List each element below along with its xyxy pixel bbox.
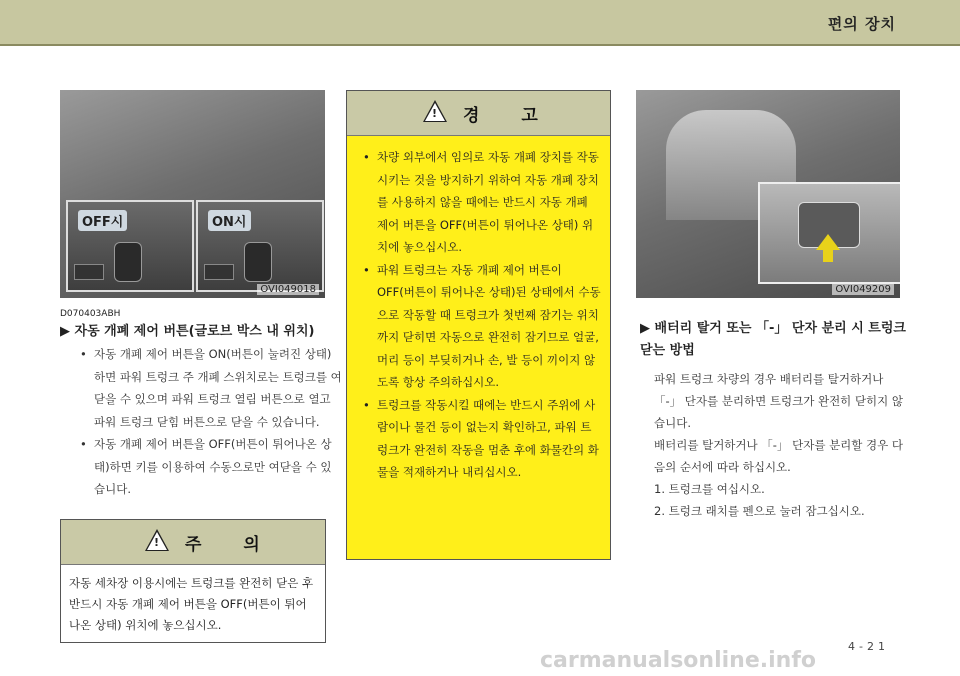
exclamation-icon: ! — [154, 536, 160, 549]
list-item: • 차량 외부에서 임의로 자동 개폐 장치를 작동시키는 것을 방지하기 위하여 자동 개폐 장치를 사용하지 않을 때에는 반드시 자동 개폐 제어 버튼을 OFF(버튼이 튀어나온 상태) 위치에 놓으십시오. — [363, 146, 602, 259]
doc-code: D070403ABH — [60, 309, 121, 319]
page-header — [0, 0, 960, 44]
warning-list — [347, 136, 610, 484]
header-divider — [0, 44, 960, 46]
glovebox-photo — [60, 90, 325, 298]
on-label: ON시 — [208, 210, 251, 231]
right-body — [654, 368, 910, 522]
page-number: 4-21 — [848, 640, 889, 653]
step-item: 1. 트렁크를 여십시오. — [654, 482, 765, 496]
trunk-photo — [636, 90, 900, 298]
step-item: 2. 트렁크 래치를 펜으로 눌러 잠그십시오. — [654, 504, 865, 518]
list-item: • 트렁크를 작동시킬 때에는 반드시 주위에 사람이나 물건 등이 없는지 확인하고, 파워 트렁크가 완전히 작동을 멈춘 후에 화물칸의 화물을 적재하거나 내리십시오. — [363, 394, 602, 484]
left-heading: ▶ 자동 개폐 제어 버튼(글로브 박스 내 위치) — [60, 324, 315, 339]
caution-title: 주 의 — [185, 535, 278, 555]
paragraph: 파워 트렁크 차량의 경우 배터리를 탈거하거나 「-」 단자를 분리하면 트렁크가 완전히 닫히지 않습니다. — [654, 372, 904, 430]
caution-body: 자동 세차장 이용시에는 트렁크를 완전히 닫은 후 반드시 자동 개폐 제어 버튼을 OFF(버튼이 튀어나온 상태) 위치에 놓으십시오. — [69, 576, 314, 632]
control-knob — [244, 242, 272, 282]
section-title: 편의 장치 — [827, 15, 896, 33]
latch-zoom-inset — [758, 182, 900, 284]
photo-code: OVI049209 — [832, 284, 894, 295]
left-bullets — [80, 343, 342, 501]
warning-title: 경 고 — [463, 106, 556, 126]
right-heading: ▶ 배터리 탈거 또는 「-」 단자 분리 시 트렁크 닫는 방법 — [640, 321, 906, 358]
off-inset — [66, 200, 194, 292]
paragraph: 배터리를 탈거하거나 「-」 단자를 분리할 경우 다음의 순서에 따라 하십시오. — [654, 438, 904, 474]
warning-header — [347, 91, 610, 136]
up-arrow-icon — [816, 234, 840, 250]
watermark: carmanualsonline.info — [540, 648, 816, 673]
switch-panel — [204, 264, 234, 280]
off-label: OFF시 — [78, 210, 127, 231]
on-inset — [196, 200, 324, 292]
warning-box — [346, 90, 611, 560]
caution-header — [61, 520, 325, 565]
caution-box — [60, 519, 326, 643]
list-item: • 자동 개폐 제어 버튼을 ON(버튼이 눌려진 상태)하면 파워 트렁크 주 개폐 스위치로는 트렁크를 여 닫을 수 있으며 파워 트렁크 열림 버튼으로 열고 파워 트렁크 닫힘 버튼으로 닫을 수 있습니다. — [80, 343, 342, 433]
list-item: • 자동 개폐 제어 버튼을 OFF(버튼이 튀어나온 상태)하면 키를 이용하여 수동으로만 여닫을 수 있습니다. — [80, 433, 342, 501]
list-item: • 파워 트렁크는 자동 개폐 제어 버튼이 OFF(버튼이 튀어나온 상태)된 상태에서 수동으로 작동할 때 트렁크가 첫번째 잠기는 위치까지 닫히면 자동으로 완전히 잠기므로 얼굴, 머리 등이 부딪히거나 손, 발 등이 끼이지 않도록 항상 주의하십시오. — [363, 259, 602, 394]
switch-panel — [74, 264, 104, 280]
exclamation-icon: ! — [432, 107, 438, 120]
photo-code: OVI049018 — [257, 284, 319, 295]
control-knob — [114, 242, 142, 282]
